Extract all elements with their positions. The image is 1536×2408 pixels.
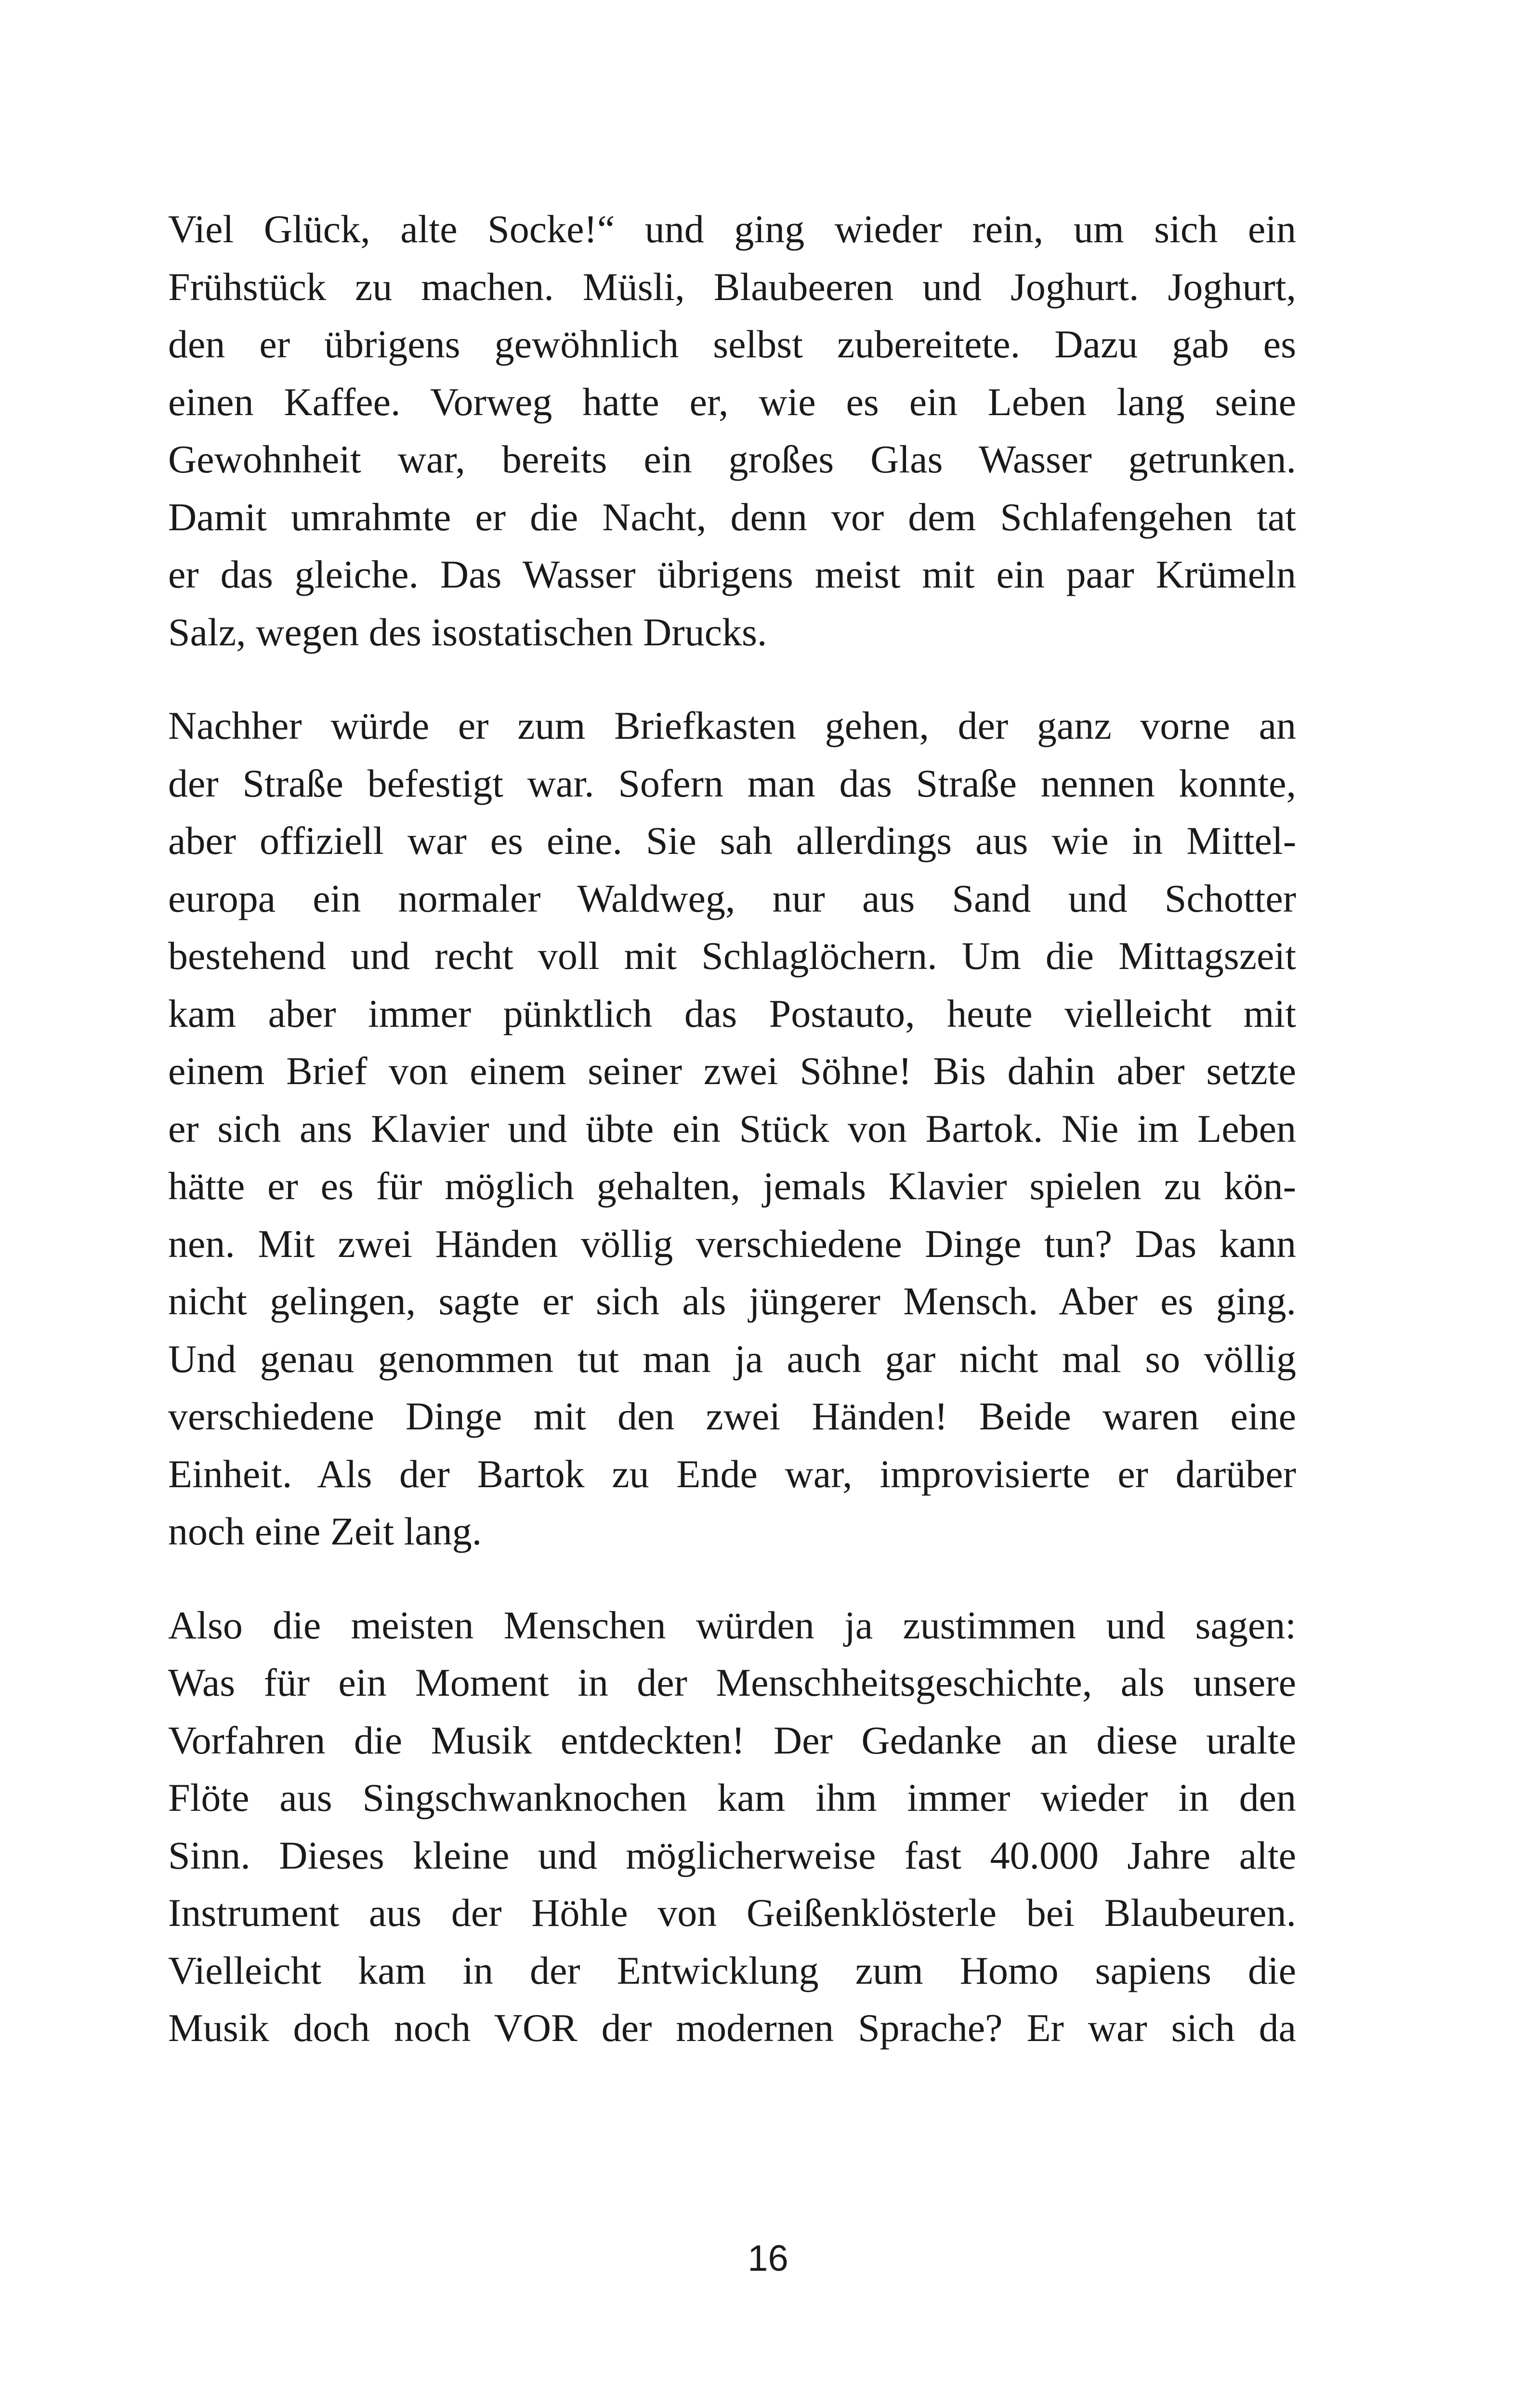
text-line: Vielleicht kam in der Entwicklung zum Homo sapiens die (168, 1948, 1296, 1992)
text-line: Und genau genommen tut man ja auch gar nicht mal so völlig (168, 1336, 1296, 1381)
text-line: hätte er es für möglich gehalten, jemals Klavier spielen zu kön- (168, 1164, 1296, 1208)
text-line: nicht gelingen, sagte er sich als jüngerer Mensch. Aber es ging. (168, 1279, 1296, 1323)
text-line: aber offiziell war es eine. Sie sah allerdings aus wie in Mittel- (168, 819, 1296, 863)
text-line: Flöte aus Singschwanknochen kam ihm immer wieder in den (168, 1776, 1296, 1819)
text-line: noch eine Zeit lang. (168, 1509, 482, 1553)
text-line: er das gleiche. Das Wasser übrigens meist mit ein paar Krümeln (168, 552, 1296, 596)
text-line: Einheit. Als der Bartok zu Ende war, improvisierte er darüber (168, 1452, 1296, 1496)
text-line: Also die meisten Menschen würden ja zustimmen und sagen: (168, 1603, 1296, 1647)
text-line: Was für ein Moment in der Menschheitsgeschichte, als unsere (168, 1661, 1296, 1704)
text-line: bestehend und recht voll mit Schlaglöchern. Um die Mittagszeit (168, 934, 1296, 978)
text-line: Nachher würde er zum Briefkasten gehen, der ganz vorne an (168, 704, 1296, 747)
text-line: Damit umrahmte er die Nacht, denn vor dem Schlafengehen tat (168, 495, 1296, 539)
paragraph-3 (168, 1597, 1296, 2057)
text-line: Vorfahren die Musik entdeckten! Der Gedanke an diese uralte (168, 1718, 1296, 1762)
paragraph-1 (168, 200, 1296, 661)
text-line: Salz, wegen des isostatischen Drucks. (168, 610, 767, 654)
text-line: Instrument aus der Höhle von Geißenklösterle bei Blaubeuren. (168, 1891, 1296, 1935)
text-line: verschiedene Dinge mit den zwei Händen! Beide waren eine (168, 1394, 1296, 1438)
text-line: Frühstück zu machen. Müsli, Blaubeeren und Joghurt. Joghurt, (168, 264, 1296, 309)
text-line: der Straße befestigt war. Sofern man das Straße nennen konnte, (168, 761, 1296, 805)
text-line: Viel Glück, alte Socke!“ und ging wieder rein, um sich ein (168, 207, 1296, 251)
text-line: nen. Mit zwei Händen völlig verschiedene Dinge tun? Das kann (168, 1221, 1296, 1266)
paragraph-2 (168, 697, 1296, 1560)
text-line: Musik doch noch VOR der modernen Sprache? Er war sich da (168, 2006, 1296, 2050)
text-line: einem Brief von einem seiner zwei Söhne! Bis dahin aber setzte (168, 1049, 1296, 1093)
text-line: Gewohnheit war, bereits ein großes Glas Wasser getrunken. (168, 437, 1296, 481)
text-line: den er übrigens gewöhnlich selbst zubereitete. Dazu gab es (168, 322, 1296, 366)
page-number: 16 (748, 2238, 788, 2279)
text-line: er sich ans Klavier und übte ein Stück von Bartok. Nie im Leben (168, 1106, 1296, 1151)
text-line: europa ein normaler Waldweg, nur aus Sand und Schotter (168, 876, 1296, 920)
text-line: kam aber immer pünktlich das Postauto, heute vielleicht mit (168, 991, 1296, 1035)
text-line: Sinn. Dieses kleine und möglicherweise fast 40.000 Jahre alte (168, 1833, 1296, 1877)
page-body (168, 200, 1296, 2057)
text-line: einen Kaffee. Vorweg hatte er, wie es ein Leben lang seine (168, 380, 1296, 424)
